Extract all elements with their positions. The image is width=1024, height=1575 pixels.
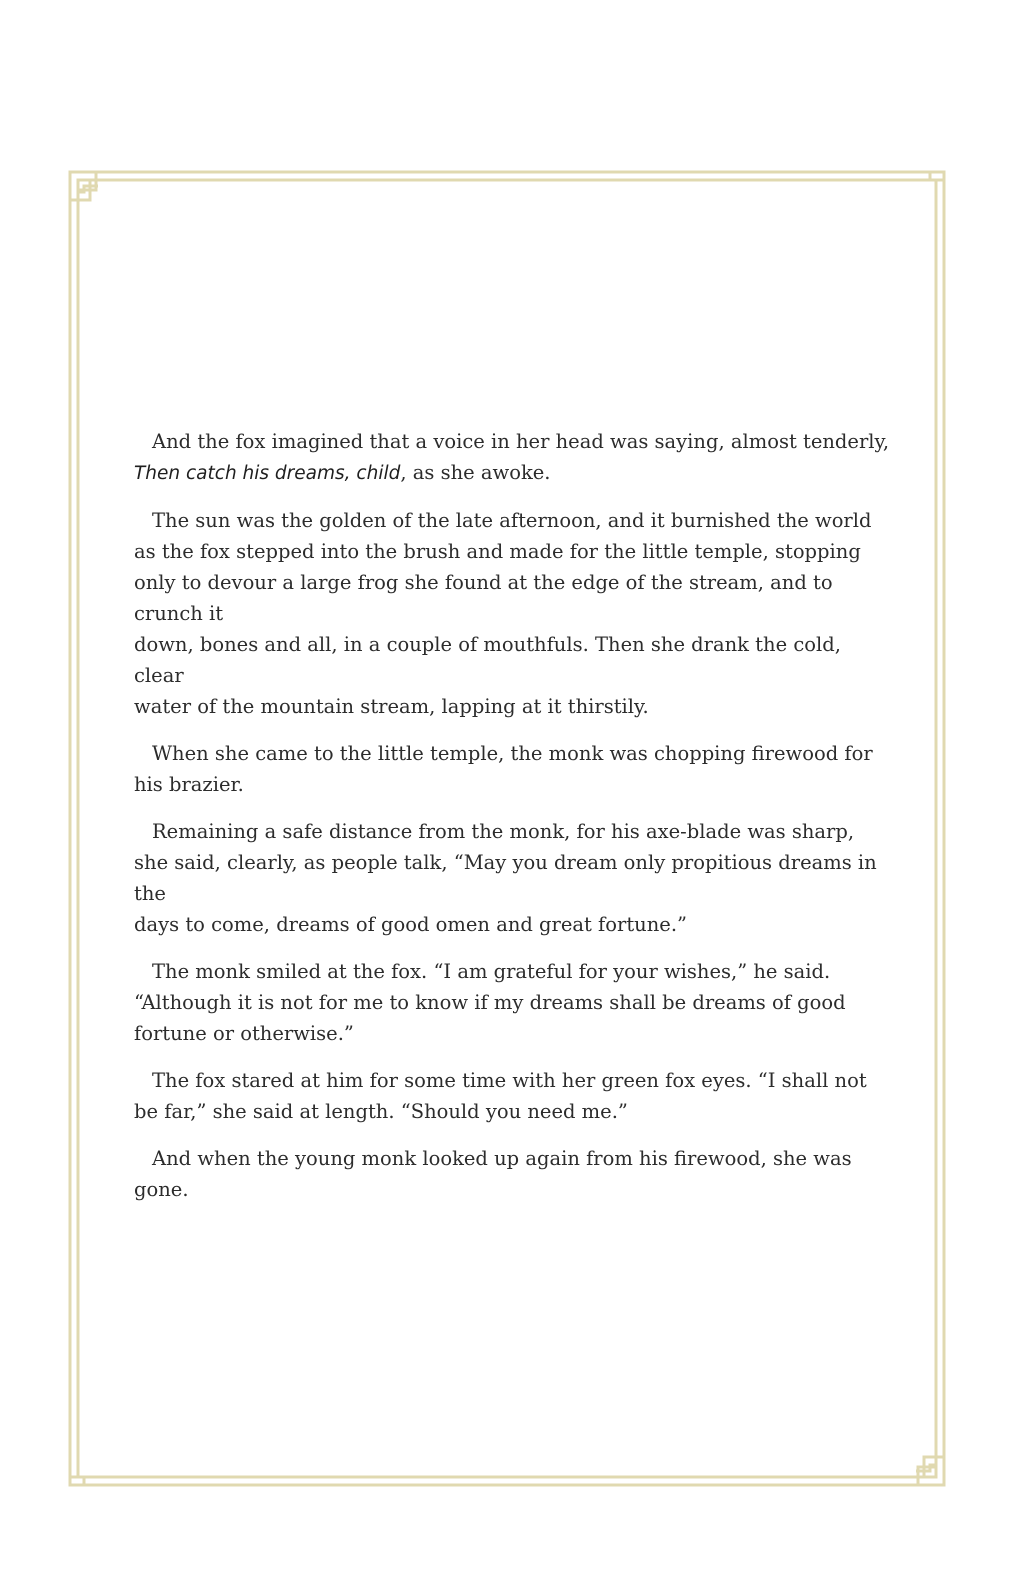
paragraph-6 xyxy=(134,1065,894,1127)
paragraph-6-line-2: be far,” she said at length. “Should you need me.” xyxy=(134,1100,628,1123)
paragraph-2-line-2: as the fox stepped into the brush and made for the little temple, stopping xyxy=(134,540,861,563)
paragraph-3 xyxy=(134,738,894,800)
paragraph-2-line-3: only to devour a large frog she found at the edge of the stream, and to crunch it xyxy=(134,571,833,625)
paragraph-2-line-4: down, bones and all, in a couple of mouthfuls. Then she drank the cold, clear xyxy=(134,633,841,687)
paragraph-2 xyxy=(134,505,894,722)
paragraph-1-tail: , as she awoke. xyxy=(400,461,551,484)
paragraph-2-line-1: The sun was the golden of the late afternoon, and it burnished the world xyxy=(152,509,872,532)
paragraph-1 xyxy=(134,426,894,489)
paragraph-4-line-2: she said, clearly, as people talk, “May you dream only propitious dreams in the xyxy=(134,851,877,905)
paragraph-1-line-1: And the fox imagined that a voice in her head was saying, almost tenderly, xyxy=(152,430,890,453)
paragraph-7 xyxy=(134,1143,894,1205)
paragraph-5 xyxy=(134,956,894,1049)
paragraph-7-line-1: And when the young monk looked up again from his firewood, she was gone. xyxy=(134,1147,852,1201)
paragraph-4-line-3: days to come, dreams of good omen and great fortune.” xyxy=(134,913,687,936)
paragraph-2-line-5: water of the mountain stream, lapping at it thirstily. xyxy=(134,695,649,718)
emphasized-phrase: Then catch his dreams, child xyxy=(134,463,401,484)
paragraph-5-line-1: The monk smiled at the fox. “I am grateful for your wishes,” he said. xyxy=(152,960,831,983)
paragraph-3-line-2: his brazier. xyxy=(134,773,244,796)
paragraph-5-line-2: “Although it is not for me to know if my dreams shall be dreams of good xyxy=(134,991,846,1014)
paragraph-6-line-1: The fox stared at him for some time with her green fox eyes. “I shall not xyxy=(152,1069,867,1092)
paragraph-3-line-1: When she came to the little temple, the monk was chopping firewood for xyxy=(152,742,873,765)
story-text xyxy=(134,426,894,1221)
paragraph-4-line-1: Remaining a safe distance from the monk, for his axe-blade was sharp, xyxy=(152,820,855,843)
paragraph-4 xyxy=(134,816,894,940)
paragraph-5-line-3: fortune or otherwise.” xyxy=(134,1022,354,1045)
